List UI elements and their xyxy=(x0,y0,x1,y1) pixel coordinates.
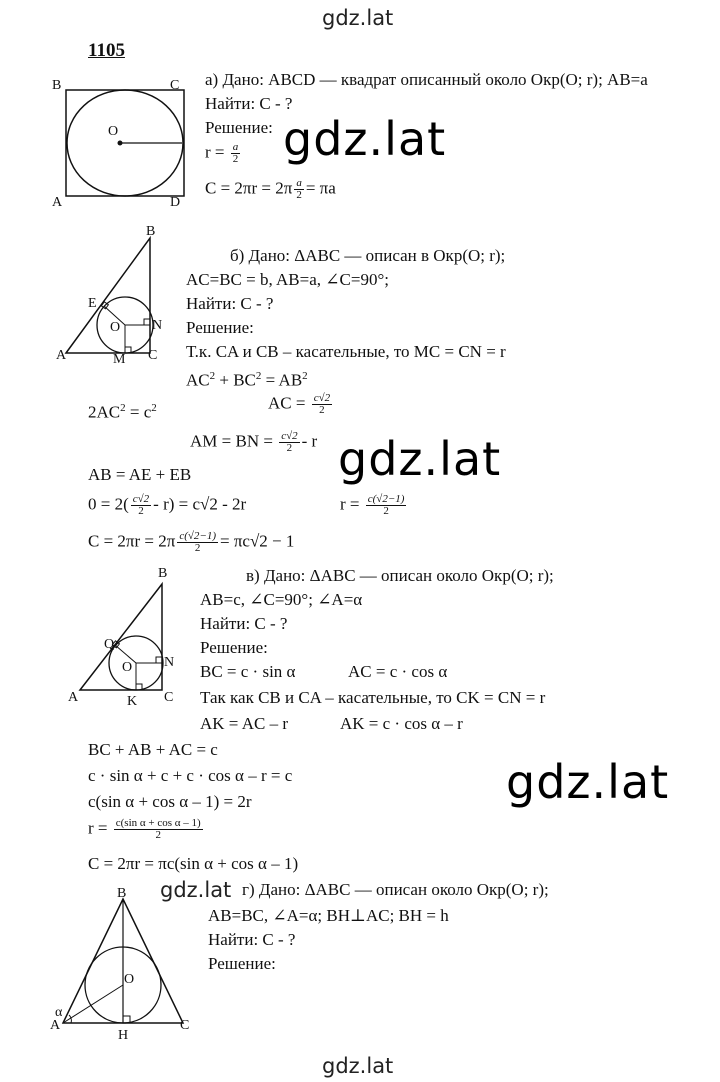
fig-g-label-c: C xyxy=(180,1018,190,1033)
part-v-eq2: c · sin α + c + c · cos α – r = c xyxy=(88,766,293,785)
fig-g-label-alpha: α xyxy=(55,1005,63,1020)
b-c-den: 2 xyxy=(194,542,201,554)
eq1-left: 2AC xyxy=(88,402,121,422)
fig-a-label-o: O xyxy=(108,124,119,139)
b-c-right: = πc√2 − 1 xyxy=(220,531,295,551)
part-v-find: Найти: C - ? xyxy=(200,614,288,633)
pyth-sq-2: 2 xyxy=(255,370,262,382)
fig-g-label-b: B xyxy=(117,886,127,901)
am-left: AM = BN = xyxy=(190,431,273,451)
fig-a-label-c: C xyxy=(170,78,180,93)
part-v-condition: AB=c, ∠C=90°; ∠A=α xyxy=(200,590,363,609)
figure-v-right-triangle xyxy=(72,570,192,705)
eq1-sq-2: 2 xyxy=(151,402,157,414)
fig-b-label-e: E xyxy=(88,296,97,311)
b-c-left: C = 2πr = 2π xyxy=(88,531,176,551)
watermark-mid: gdz.lat xyxy=(160,878,232,902)
eq1-sq-1: 2 xyxy=(120,402,126,414)
b-r-num: c(√2−1) xyxy=(367,493,405,505)
zero-fraction xyxy=(131,494,151,517)
pyth-sq-3: 2 xyxy=(302,370,308,382)
v-r-left: r = xyxy=(88,818,108,838)
b-c-fraction xyxy=(177,531,218,554)
fig-v-label-o: O xyxy=(122,660,133,675)
part-v-r xyxy=(88,818,205,841)
pyth-ac: AC xyxy=(186,370,210,390)
part-b-given: б) Дано: ΔABC — описан в Окр(O; r); xyxy=(230,246,506,265)
part-g-condition: AB=BC, ∠A=α; BH⊥AC; BH = h xyxy=(208,906,449,925)
part-b-find: Найти: C - ? xyxy=(186,294,274,313)
v-r-den: 2 xyxy=(155,829,161,841)
fig-g-label-a: A xyxy=(50,1018,61,1033)
fig-b-label-n: N xyxy=(152,318,163,333)
b-c-num: c(√2−1) xyxy=(179,530,217,542)
part-b-eq1 xyxy=(88,398,157,423)
part-v-eq3: c(sin α + cos α – 1) = 2r xyxy=(88,792,252,811)
pyth-sq-1: 2 xyxy=(209,370,216,382)
part-v-solution: Решение: xyxy=(200,638,268,657)
fig-g-label-o: O xyxy=(124,972,135,987)
part-v-ak2: AK = c · cos α – r xyxy=(340,714,463,733)
am-fraction xyxy=(279,431,299,454)
part-a-given: а) Дано: ABCD — квадрат описанный около Окр(O; r); AB=a xyxy=(205,70,648,89)
part-v-given: в) Дано: ΔABC — описан около Окр(O; r); xyxy=(246,566,554,585)
pyth-bc: + BC xyxy=(215,370,256,390)
part-g-find: Найти: C - ? xyxy=(208,930,296,949)
watermark-large-1: gdz.lat xyxy=(283,112,447,166)
part-b-pythagoras xyxy=(186,366,308,391)
fig-b-label-c: C xyxy=(148,348,158,363)
part-b-circumference xyxy=(88,531,294,554)
part-b-condition: AC=BC = b, AB=a, ∠C=90°; xyxy=(186,270,389,289)
fig-b-label-b: B xyxy=(146,224,156,239)
fig-v-label-q: Q xyxy=(104,637,115,652)
fig-a-label-a: A xyxy=(52,195,63,210)
part-a-c-left: C = 2πr = 2π xyxy=(205,178,293,198)
part-a-c-right: = πa xyxy=(305,178,336,198)
fig-b-label-m: M xyxy=(113,352,126,367)
part-a-r-left: r = xyxy=(205,142,225,162)
part-b-ac xyxy=(268,393,334,416)
part-g-given: г) Дано: ΔABC — описан около Окр(O; r); xyxy=(242,880,549,899)
b-r-den: 2 xyxy=(383,505,389,517)
pyth-ab: = AB xyxy=(261,370,303,390)
part-b-ab-sum: AB = AE + EB xyxy=(88,465,192,484)
zero-num: c√2 xyxy=(132,493,150,505)
part-a-r-den: 2 xyxy=(232,153,239,165)
part-g-solution: Решение: xyxy=(208,954,276,973)
part-a-c-fraction xyxy=(294,178,304,201)
fig-v-label-b: B xyxy=(158,566,168,581)
fig-b-label-o: O xyxy=(110,320,121,335)
fig-v-label-k: K xyxy=(127,694,138,709)
zero-mid: - r) = c√2 - 2r xyxy=(153,494,247,514)
part-a-radius xyxy=(205,142,242,165)
fig-v-label-n: N xyxy=(164,655,175,670)
fig-a-label-d: D xyxy=(170,195,181,210)
part-a-c-num: a xyxy=(296,177,302,189)
zero-den: 2 xyxy=(138,505,144,517)
fig-v-label-a: A xyxy=(68,690,79,705)
figure-b-right-triangle xyxy=(60,226,180,366)
part-a-c-den: 2 xyxy=(296,189,302,201)
part-v-ak1: AK = AC – r xyxy=(200,714,288,733)
part-v-bc: BC = c · sin α xyxy=(200,662,296,681)
part-b-r-result xyxy=(340,494,408,517)
watermark-top: gdz.lat xyxy=(322,6,394,30)
part-b-zero-eq xyxy=(88,494,246,517)
part-a-circumference xyxy=(205,178,336,201)
am-den: 2 xyxy=(286,442,293,454)
ac-den: 2 xyxy=(319,404,325,416)
part-a-r-num: a xyxy=(232,141,239,153)
b-r-fraction xyxy=(366,494,407,517)
part-v-ac: AC = c · cos α xyxy=(348,662,448,681)
part-v-result: C = 2πr = πc(sin α + cos α – 1) xyxy=(88,854,299,873)
ac-num: c√2 xyxy=(313,392,331,404)
figure-g-isosceles-triangle xyxy=(45,885,215,1045)
fig-g-label-h: H xyxy=(118,1028,129,1043)
part-a-find: Найти: C - ? xyxy=(205,94,293,113)
watermark-bottom: gdz.lat xyxy=(322,1054,394,1078)
fig-v-label-c: C xyxy=(164,690,174,705)
watermark-large-3: gdz.lat xyxy=(506,755,670,809)
zero-left: 0 = 2( xyxy=(88,494,129,514)
part-a-r-fraction xyxy=(231,142,241,165)
eq1-right: = c xyxy=(125,402,152,422)
ac-fraction xyxy=(312,393,332,416)
b-r-left: r = xyxy=(340,494,360,514)
part-a-solution: Решение: xyxy=(205,118,273,137)
fig-a-label-b: B xyxy=(52,78,62,93)
v-r-fraction xyxy=(114,818,203,841)
v-r-num: c(sin α + cos α – 1) xyxy=(115,817,201,829)
am-num: c√2 xyxy=(281,430,298,442)
ac-left: AC = xyxy=(268,393,306,413)
part-v-tangent: Так как CB и CA – касательные, то CK = CN = r xyxy=(200,688,546,707)
part-b-am xyxy=(190,431,317,454)
am-right: - r xyxy=(301,431,318,451)
part-b-solution: Решение: xyxy=(186,318,254,337)
part-b-tangent: Т.к. CA и CB – касательные, то MC = CN = r xyxy=(186,342,506,361)
watermark-large-2: gdz.lat xyxy=(338,432,502,486)
part-v-sum: BC + AB + AC = c xyxy=(88,740,218,759)
fig-b-label-a: A xyxy=(56,348,67,363)
problem-number: 1105 xyxy=(88,40,125,61)
